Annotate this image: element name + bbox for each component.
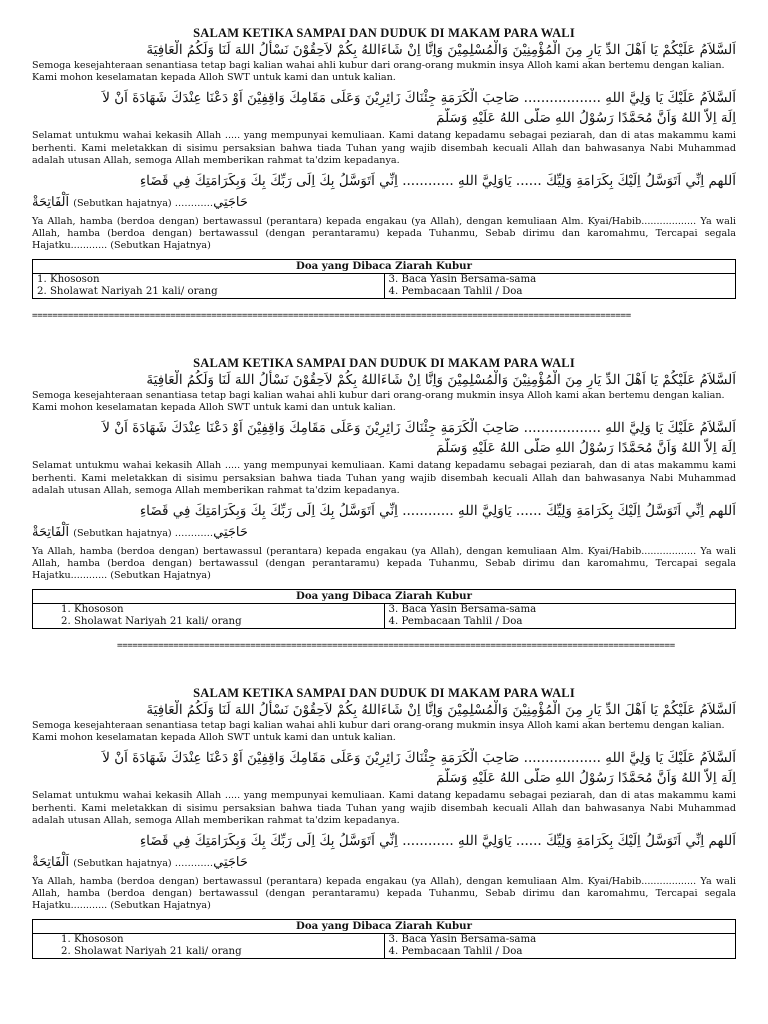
arabic-wali-line-2: اِلَهَ اِلاَّ اللهُ وَاَنَّ مُحَمَّدًا رَسُوْلُ اللهِ صَلَّى اللهُ عَلَيْهِ وَسَلَّمَ [436, 110, 736, 127]
prayer-section-2 [32, 356, 736, 686]
table-cell: 2. Sholawat Nariyah 21 kali/ orang [33, 616, 385, 629]
arabic-salam: اَلسَّلاَمُ عَلَيْكُمْ يَا اَهْلَ الدِّ يَارِ مِنَ الْمُؤْمِنِيْنَ وَالْمُسْلِمِيْنَ وَاِنَّا اِنْ شَاءَاللهُ بِكُمْ لاَحِقُوْنَ نَسْأَلُ اللهَ لَنَا وَلَكُمُ الْعَافِيَةَ [146, 372, 736, 388]
table-row [33, 273, 736, 286]
section-title: SALAM KETIKA SAMPAI DAN DUDUK DI MAKAM PARA WALI [193, 686, 575, 700]
arabic-wali-line-1: اَلسَّلاَمُ عَلَيْكَ يَا وَلِيَّ اللهِ .................. صَاحِبَ الْكَرَمَةِ جِئْنَاكَ زَائِرِيْنَ وَعَلَى مَقَامِكَ وَاقِفِيْنَ اَوْ دَعْنَا عِنْدَكَ شَهَادَةَ اَنْ لاَ [102, 420, 736, 437]
arabic-salam: اَلسَّلاَمُ عَلَيْكُمْ يَا اَهْلَ الدِّ يَارِ مِنَ الْمُؤْمِنِيْنَ وَالْمُسْلِمِيْنَ وَاِنَّا اِنْ شَاءَاللهُ بِكُمْ لاَحِقُوْنَ نَسْأَلُ اللهَ لَنَا وَلَكُمُ الْعَافِيَةَ [146, 702, 736, 718]
table-cell: 3. Baca Yasin Bersama-sama [384, 933, 736, 946]
latin-wali: Selamat untukmu wahai kekasih Allah ..... yang mempunyai kemuliaan. Kami datang kepadamu sebagai peziarah, dan di atas makammu kami berhenti. Kami meletakkan di sisimu persaksian bahwa tiada Tuhan yang wajib disembah kecuali Allah dan bahwasanya Nabi Muhammad adalah utusan Allah, semoga Allah memberikan rahmat ta'dzim kepadanya. [32, 130, 736, 166]
hajat-dots: ………… [174, 198, 214, 210]
hajat-fatihah: اَلْفَاتِحَةْ [32, 525, 70, 541]
doa-table [32, 589, 736, 629]
table-row [33, 603, 736, 616]
hajat-dots: ………… [174, 858, 214, 870]
prayer-section-3 [32, 686, 736, 1016]
doa-table-header: Doa yang Dibaca Ziarah Kubur [33, 919, 736, 933]
latin-wali: Selamat untukmu wahai kekasih Allah ..... yang mempunyai kemuliaan. Kami datang kepadamu sebagai peziarah, dan di atas makammu kami berhenti. Kami meletakkan di sisimu persaksian bahwa tiada Tuhan yang wajib disembah kecuali Allah dan bahwasanya Nabi Muhammad adalah utusan Allah, semoga Allah memberikan rahmat ta'dzim kepadanya. [32, 790, 736, 826]
arabic-wali-line-2: اِلَهَ اِلاَّ اللهُ وَاَنَّ مُحَمَّدًا رَسُوْلُ اللهِ صَلَّى اللهُ عَلَيْهِ وَسَلَّمَ [436, 440, 736, 457]
table-cell: 3. Baca Yasin Bersama-sama [384, 603, 736, 616]
table-cell: 1. Khososon [33, 603, 385, 616]
table-cell: 4. Pembacaan Tahlil / Doa [384, 286, 736, 299]
separator-line: ============================================================================================================= [117, 640, 675, 651]
arabic-wali-line-1: اَلسَّلاَمُ عَلَيْكَ يَا وَلِيَّ اللهِ .................. صَاحِبَ الْكَرَمَةِ جِئْنَاكَ زَائِرِيْنَ وَعَلَى مَقَامِكَ وَاقِفِيْنَ اَوْ دَعْنَا عِنْدَكَ شَهَادَةَ اَنْ لاَ [102, 90, 736, 107]
table-cell: 2. Sholawat Nariyah 21 kali/ orang [33, 286, 385, 299]
latin-doa: Ya Allah, hamba (berdoa dengan) bertawassul (perantara) kepada engakau (ya Allah), dengan kemuliaan Alm. Kyai/Habib.................. Ya wali Allah, hamba (berdoa dengan) bertawassul (dengan perantaramu) kepada Tuhanmu, Sebab dirimu dan karomahmu, Tercapai segala Hajatku............ (Sebutkan Hajatnya) [32, 876, 736, 912]
hajat-latin: (Sebutkan hajatnya) [73, 858, 172, 870]
table-row [33, 933, 736, 946]
hajat-line [32, 193, 736, 214]
latin-wali: Selamat untukmu wahai kekasih Allah ..... yang mempunyai kemuliaan. Kami datang kepadamu sebagai peziarah, dan di atas makammu kami berhenti. Kami meletakkan di sisimu persaksian bahwa tiada Tuhan yang wajib disembah kecuali Allah dan bahwasanya Nabi Muhammad adalah utusan Allah, semoga Allah memberikan rahmat ta'dzim kepadanya. [32, 460, 736, 496]
table-cell: 1. Khososon [33, 273, 385, 286]
table-cell: 3. Baca Yasin Bersama-sama [384, 273, 736, 286]
hajat-line [32, 523, 736, 544]
arabic-doa: اَللهم اِنِّي اَتَوَسَّلُ اِلَيْكَ بِكَرَامَةِ وَلِيِّكَ ...... يَاوَلِيَّ اللهِ ............ اِنِّي اَتَوَسَّلُ بِكَ اِلَى رَبِّكَ بِكَ وَبِكَرَامَتِكَ فِي قَضَاءِ [139, 503, 736, 520]
table-cell: 4. Pembacaan Tahlil / Doa [384, 616, 736, 629]
hajat-line [32, 853, 736, 874]
table-cell: 4. Pembacaan Tahlil / Doa [384, 946, 736, 959]
hajat-prefix: حَاجَتِي [213, 855, 248, 871]
document-page [32, 10, 736, 1016]
doa-table-header: Doa yang Dibaca Ziarah Kubur [33, 589, 736, 603]
hajat-fatihah: اَلْفَاتِحَةْ [32, 195, 70, 211]
section-title: SALAM KETIKA SAMPAI DAN DUDUK DI MAKAM PARA WALI [193, 26, 575, 40]
hajat-fatihah: اَلْفَاتِحَةْ [32, 855, 70, 871]
latin-doa: Ya Allah, hamba (berdoa dengan) bertawassul (perantara) kepada engakau (ya Allah), dengan kemuliaan Alm. Kyai/Habib.................. Ya wali Allah, hamba (berdoa dengan) bertawassul (dengan perantaramu) kepada Tuhanmu, Sebab dirimu dan karomahmu, Tercapai segala Hajatku............ (Sebutkan Hajatnya) [32, 546, 736, 582]
table-cell: 2. Sholawat Nariyah 21 kali/ orang [33, 946, 385, 959]
arabic-doa: اَللهم اِنِّي اَتَوَسَّلُ اِلَيْكَ بِكَرَامَةِ وَلِيِّكَ ...... يَاوَلِيَّ اللهِ ............ اِنِّي اَتَوَسَّلُ بِكَ اِلَى رَبِّكَ بِكَ وَبِكَرَامَتِكَ فِي قَضَاءِ [139, 833, 736, 850]
arabic-wali-line-1: اَلسَّلاَمُ عَلَيْكَ يَا وَلِيَّ اللهِ .................. صَاحِبَ الْكَرَمَةِ جِئْنَاكَ زَائِرِيْنَ وَعَلَى مَقَامِكَ وَاقِفِيْنَ اَوْ دَعْنَا عِنْدَكَ شَهَادَةَ اَنْ لاَ [102, 750, 736, 767]
arabic-wali-line-2: اِلَهَ اِلاَّ اللهُ وَاَنَّ مُحَمَّدًا رَسُوْلُ اللهِ صَلَّى اللهُ عَلَيْهِ وَسَلَّمَ [436, 770, 736, 787]
hajat-latin: (Sebutkan hajatnya) [73, 528, 172, 540]
table-cell: 1. Khososon [33, 933, 385, 946]
arabic-doa: اَللهم اِنِّي اَتَوَسَّلُ اِلَيْكَ بِكَرَامَةِ وَلِيِّكَ ...... يَاوَلِيَّ اللهِ ............ اِنِّي اَتَوَسَّلُ بِكَ اِلَى رَبِّكَ بِكَ وَبِكَرَامَتِكَ فِي قَضَاءِ [139, 173, 736, 190]
table-row [33, 286, 736, 299]
doa-table-header: Doa yang Dibaca Ziarah Kubur [33, 259, 736, 273]
doa-table [32, 919, 736, 959]
prayer-section-1 [32, 26, 736, 356]
table-row [33, 616, 736, 629]
latin-doa: Ya Allah, hamba (berdoa dengan) bertawassul (perantara) kepada engakau (ya Allah), dengan kemuliaan Alm. Kyai/Habib.................. Ya wali Allah, hamba (berdoa dengan) bertawassul (dengan perantaramu) kepada Tuhanmu, Sebab dirimu dan karomahmu, Tercapai segala Hajatku............ (Sebutkan Hajatnya) [32, 216, 736, 252]
latin-salam: Semoga kesejahteraan senantiasa tetap bagi kalian wahai ahli kubur dari orang-orang mukmin insya Alloh kami akan bertemu dengan kalian. Kami mohon keselamatan kepada Alloh SWT untuk kami dan untuk kalian. [32, 720, 725, 744]
arabic-salam: اَلسَّلاَمُ عَلَيْكُمْ يَا اَهْلَ الدِّ يَارِ مِنَ الْمُؤْمِنِيْنَ وَالْمُسْلِمِيْنَ وَاِنَّا اِنْ شَاءَاللهُ بِكُمْ لاَحِقُوْنَ نَسْأَلُ اللهَ لَنَا وَلَكُمُ الْعَافِيَةَ [146, 42, 736, 58]
latin-salam: Semoga kesejahteraan senantiasa tetap bagi kalian wahai ahli kubur dari orang-orang mukmin insya Alloh kami akan bertemu dengan kalian. Kami mohon keselamatan kepada Alloh SWT untuk kami dan untuk kalian. [32, 60, 725, 84]
separator-line: ===================================================================================================================== [32, 310, 631, 321]
hajat-dots: ………… [174, 528, 214, 540]
latin-salam: Semoga kesejahteraan senantiasa tetap bagi kalian wahai ahli kubur dari orang-orang mukmin insya Alloh kami akan bertemu dengan kalian. Kami mohon keselamatan kepada Alloh SWT untuk kami dan untuk kalian. [32, 390, 725, 414]
hajat-prefix: حَاجَتِي [213, 525, 248, 541]
section-title: SALAM KETIKA SAMPAI DAN DUDUK DI MAKAM PARA WALI [193, 356, 575, 370]
doa-table [32, 259, 736, 299]
hajat-prefix: حَاجَتِي [213, 195, 248, 211]
hajat-latin: (Sebutkan hajatnya) [73, 198, 172, 210]
table-row [33, 946, 736, 959]
